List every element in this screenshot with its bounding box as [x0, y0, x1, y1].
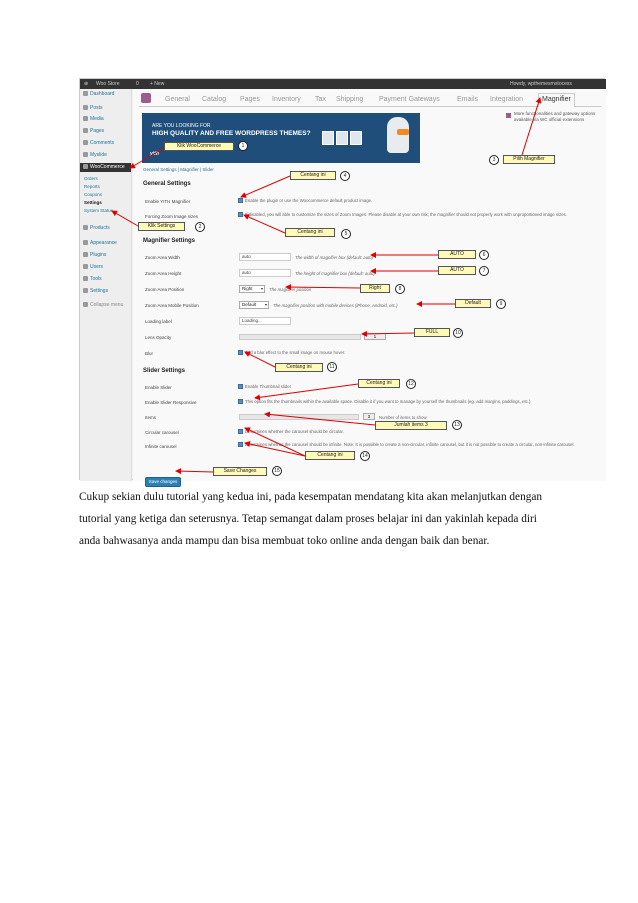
- tab-magnifier[interactable]: Magnifier: [538, 93, 575, 107]
- wordpress-logo-icon[interactable]: ⊕: [84, 81, 89, 87]
- arrow-11: [245, 352, 275, 367]
- callout-centang-4: Centang ini: [290, 171, 336, 180]
- arrow-4: [241, 176, 290, 197]
- callout-default: Default: [455, 299, 491, 308]
- zoom-position-select[interactable]: Right ▾: [239, 285, 265, 293]
- callout-number: 4: [340, 171, 350, 181]
- zoom-height-input[interactable]: auto: [239, 269, 291, 277]
- label-slider-responsive: Enable Slider Responsive: [145, 400, 197, 405]
- callout-number: 10: [453, 328, 463, 338]
- arrow-2: [112, 211, 138, 226]
- mobile-position-desc: The magnifier position with mobile devices (iPhone, Android, etc.): [273, 303, 398, 308]
- collapse-menu[interactable]: Collapse menu: [83, 301, 123, 310]
- chevron-down-icon: ▾: [260, 286, 263, 291]
- items-value[interactable]: 3: [363, 413, 375, 420]
- breadcrumb[interactable]: General Settings | Magnifier | Slider: [143, 167, 214, 172]
- label-loading: Loading label: [145, 319, 172, 324]
- arrow-15: [176, 471, 213, 472]
- arrow-8: [286, 287, 360, 288]
- submenu-reports[interactable]: Reports: [84, 184, 100, 189]
- zoom-width-desc: The width of magnifier box (default: auto): [295, 255, 374, 260]
- loading-label-input[interactable]: Loading...: [239, 317, 291, 325]
- callout-number: 3: [489, 155, 499, 165]
- tab-tax[interactable]: Tax: [315, 96, 326, 103]
- blur-desc: Add a blur effect to the small image on mouse hover.: [245, 350, 346, 355]
- tab-shipping[interactable]: Shipping: [336, 96, 364, 103]
- label-zoom-position: Zoom Area Position: [145, 287, 185, 292]
- callout-number: 6: [479, 250, 489, 260]
- label-blur: Blur: [145, 351, 154, 356]
- general-settings-heading: General Settings: [143, 181, 191, 187]
- tab-general[interactable]: General: [165, 96, 190, 103]
- menu-pages[interactable]: Pages: [83, 127, 104, 136]
- submenu-system-status[interactable]: System Status: [84, 208, 114, 213]
- save-changes-button[interactable]: Save changes: [145, 477, 181, 487]
- zoom-position-desc: The magnifier position: [269, 287, 312, 292]
- callout-klik-woocommerce: Klik WooCommerce: [164, 142, 234, 151]
- menu-myslide[interactable]: Myslide: [83, 151, 107, 160]
- new-content-link[interactable]: + New: [150, 81, 165, 87]
- tab-inventory[interactable]: Inventory: [272, 96, 301, 103]
- arrow-10: [362, 333, 414, 334]
- paragraph-line-2: tutorial yang ketiga dan seterusnya. Tetap semangat dalam proses belajar ini dan yakinlah kepada diri: [79, 513, 537, 526]
- arrow-12: [255, 384, 358, 398]
- banner-brand: yith: [150, 151, 159, 157]
- menu-appearance[interactable]: Appearance: [83, 239, 117, 248]
- menu-comments[interactable]: Comments: [83, 139, 114, 148]
- tab-integration[interactable]: Integration: [490, 96, 524, 103]
- callout-number: 14: [360, 451, 370, 461]
- menu-settings[interactable]: Settings: [83, 287, 108, 296]
- submenu-orders[interactable]: Orders: [84, 176, 98, 181]
- label-lens-opacity: Lens Opacity: [145, 335, 172, 340]
- circular-desc: Determines whether the carousel should be circular.: [245, 429, 344, 434]
- callout-klik-settings: Klik Settings: [138, 222, 185, 231]
- callout-jumlah-items: Jumlah items 3: [375, 421, 447, 430]
- label-circular: Circular carousel: [145, 430, 179, 435]
- label-forcing-zoom: Forcing Zoom Image sizes: [145, 214, 199, 219]
- site-name-link[interactable]: Woo Store: [96, 81, 120, 87]
- enable-magnifier-desc: Enable the plugin or use the Woocommerce default product image.: [245, 198, 373, 203]
- arrow-1: [130, 148, 164, 168]
- label-infinite: Infinite carousel: [145, 444, 177, 449]
- callout-number: 2: [195, 222, 205, 232]
- arrow-14a: [245, 428, 305, 456]
- forcing-zoom-desc: If disabled, you will able to customize the sizes of Zoom Images. Please disable at your own risk; the magnifier should not properly work with unproportioned image sizes.: [245, 212, 567, 217]
- label-mobile-position: Zoom Area Mobile Position: [145, 303, 199, 308]
- enable-slider-desc: Enable Thumbnail slider: [245, 384, 292, 389]
- tab-pages[interactable]: Pages: [240, 96, 260, 103]
- callout-number: 15: [272, 466, 282, 476]
- menu-users[interactable]: Users: [83, 263, 103, 272]
- callout-number: 5: [341, 229, 351, 239]
- callout-number: 1: [238, 141, 248, 151]
- menu-products[interactable]: Products: [83, 224, 110, 233]
- comments-count[interactable]: 0: [136, 81, 139, 87]
- submenu-settings[interactable]: Settings: [84, 200, 102, 205]
- zoom-width-input[interactable]: auto: [239, 253, 291, 261]
- callout-number: 11: [327, 362, 337, 372]
- label-enable-magnifier: Enable YITH Magnifier: [145, 199, 191, 204]
- howdy-user[interactable]: Howdy, wpthemesrnstocess: [510, 81, 572, 87]
- callout-centang-14: Centang ini: [305, 451, 355, 460]
- callout-right: Right: [360, 284, 390, 293]
- paragraph-line-3: anda bahwasanya anda mampu dan bisa membuat toko online anda dengan baik dan benar.: [79, 535, 490, 548]
- callout-save-changes: Save Changes: [213, 467, 267, 476]
- callout-number: 13: [452, 420, 462, 430]
- menu-dashboard[interactable]: Dashboard: [83, 90, 114, 99]
- callout-pilih-magnifier: Pilih Magnifier: [503, 155, 555, 164]
- arrow-14b: [245, 443, 305, 456]
- menu-tools[interactable]: Tools: [83, 275, 102, 284]
- lens-opacity-value[interactable]: 1: [364, 333, 386, 340]
- callout-number: 8: [395, 284, 405, 294]
- tab-emails[interactable]: Emails: [457, 96, 479, 103]
- menu-plugins[interactable]: Plugins: [83, 251, 106, 260]
- infinite-desc: Determines whether the carousel should be infinite. Note: It is possible to create a non-circular, infinite carousel, but it is not possible to create a circular, non-infinite carousel.: [245, 442, 575, 447]
- tab-catalog[interactable]: Catalog: [202, 96, 227, 103]
- chevron-down-icon: ▾: [264, 302, 267, 307]
- slider-settings-heading: Slider Settings: [143, 368, 186, 374]
- banner-line2: HIGH QUALITY AND FREE WORDPRESS THEMES?: [152, 130, 311, 137]
- callout-auto-7: AUTO: [438, 266, 476, 275]
- callout-full: FULL: [414, 328, 450, 337]
- tutorial-paragraph: [79, 486, 579, 553]
- mobile-position-select[interactable]: Default ▾: [239, 301, 269, 309]
- callout-auto-6: AUTO: [438, 250, 476, 259]
- callout-number: 12: [406, 379, 416, 389]
- menu-posts[interactable]: Posts: [83, 104, 103, 113]
- label-zoom-width: Zoom Area Width: [145, 255, 180, 260]
- arrow-3: [522, 98, 540, 155]
- notice-line2[interactable]: available via WC official extensions: [514, 117, 585, 122]
- arrow-13: [265, 414, 375, 425]
- submenu-coupons[interactable]: Coupons: [84, 192, 103, 197]
- magnifier-settings-heading: Magnifier Settings: [143, 238, 196, 244]
- callout-centang-12: Centang ini: [358, 379, 400, 388]
- arrow-5: [244, 215, 285, 233]
- callout-centang-5: Centang ini: [285, 228, 335, 237]
- label-zoom-height: Zoom Area Height: [145, 271, 182, 276]
- banner-line1: ARE YOU LOOKING FOR: [152, 123, 211, 129]
- menu-media[interactable]: Media: [83, 115, 104, 124]
- callout-number: 9: [496, 299, 506, 309]
- label-enable-slider: Enable Slider: [145, 385, 172, 390]
- zoom-height-desc: The height of magnifier box (default: auto): [295, 271, 375, 276]
- paragraph-line-1: Cukup sekian dulu tutorial yang kedua ini, pada kesempatan mendatang kita akan melanjutkan dengan: [79, 491, 543, 503]
- tab-payment-gateways[interactable]: Payment Gateways: [379, 96, 440, 103]
- callout-centang-11: Centang ini: [275, 363, 323, 372]
- notice-line1: More functionalities and gateway options: [514, 111, 596, 116]
- label-items: Items: [145, 415, 157, 420]
- items-desc: Number of items to show: [379, 415, 427, 420]
- menu-woocommerce[interactable]: WooCommerce: [80, 163, 131, 172]
- slider-responsive-desc: This option fits the thumbnails within the available space. Disable it if you want to manage by yourself the thumbnails (eg. add margins, paddings, etc.): [245, 399, 531, 404]
- callout-number: 7: [479, 266, 489, 276]
